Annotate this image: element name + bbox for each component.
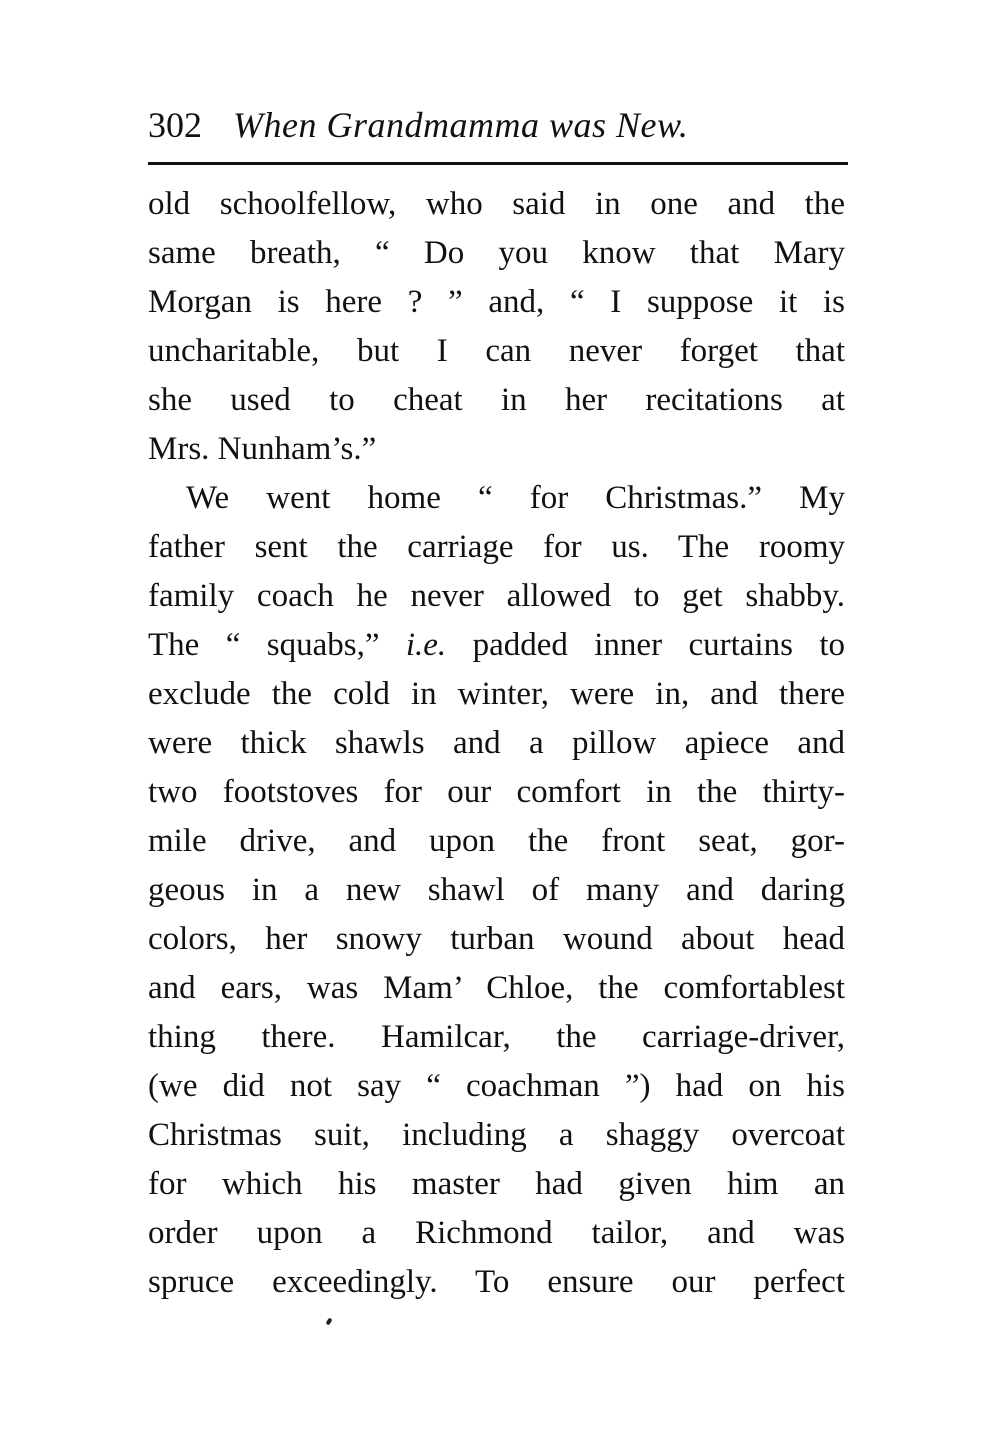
page-number: 302 xyxy=(148,105,202,145)
text-line: she used to cheat in her recitations at xyxy=(148,382,845,418)
text-line: geous in a new shawl of many and daring xyxy=(148,872,845,908)
italic-abbreviation: i.e. xyxy=(405,627,447,663)
text-line: Morgan is here ? ” and, “ I suppose it is xyxy=(148,284,845,320)
text-line: (we did not say “ coachman ”) had on his xyxy=(148,1068,845,1104)
text-line: father sent the carriage for us. The roomy xyxy=(148,529,845,565)
text-line: uncharitable, but I can never forget that xyxy=(148,333,845,369)
text-line: for which his master had given him an xyxy=(148,1166,845,1202)
book-title: When Grandmamma was New. xyxy=(233,105,689,145)
text-line: Christmas suit, including a shaggy overcoat xyxy=(148,1117,845,1153)
text-line: The “ squabs,” i.e. padded inner curtains to xyxy=(148,627,845,663)
text-line: order upon a Richmond tailor, and was xyxy=(148,1215,845,1251)
header-rule xyxy=(148,162,848,165)
text-line: family coach he never allowed to get shabby. xyxy=(148,578,845,614)
text-line: mile drive, and upon the front seat, gor- xyxy=(148,823,845,859)
ink-speck xyxy=(326,1317,333,1325)
text-line: colors, her snowy turban wound about head xyxy=(148,921,845,957)
text-line: same breath, “ Do you know that Mary xyxy=(148,235,845,271)
text-line: exclude the cold in winter, were in, and there xyxy=(148,676,845,712)
text-line: We went home “ for Christmas.” My xyxy=(186,480,845,516)
text-line: thing there. Hamilcar, the carriage-driver, xyxy=(148,1019,845,1055)
text-line: spruce exceedingly. To ensure our perfect xyxy=(148,1264,845,1300)
text-line: and ears, was Mam’ Chloe, the comfortablest xyxy=(148,970,845,1006)
running-head xyxy=(148,100,848,150)
text-line: Mrs. Nunham’s.” xyxy=(148,431,377,467)
text-line: old schoolfellow, who said in one and the xyxy=(148,186,845,222)
body-text xyxy=(148,180,845,1307)
text-line: two footstoves for our comfort in the thirty- xyxy=(148,774,845,810)
text-line: were thick shawls and a pillow apiece and xyxy=(148,725,845,761)
